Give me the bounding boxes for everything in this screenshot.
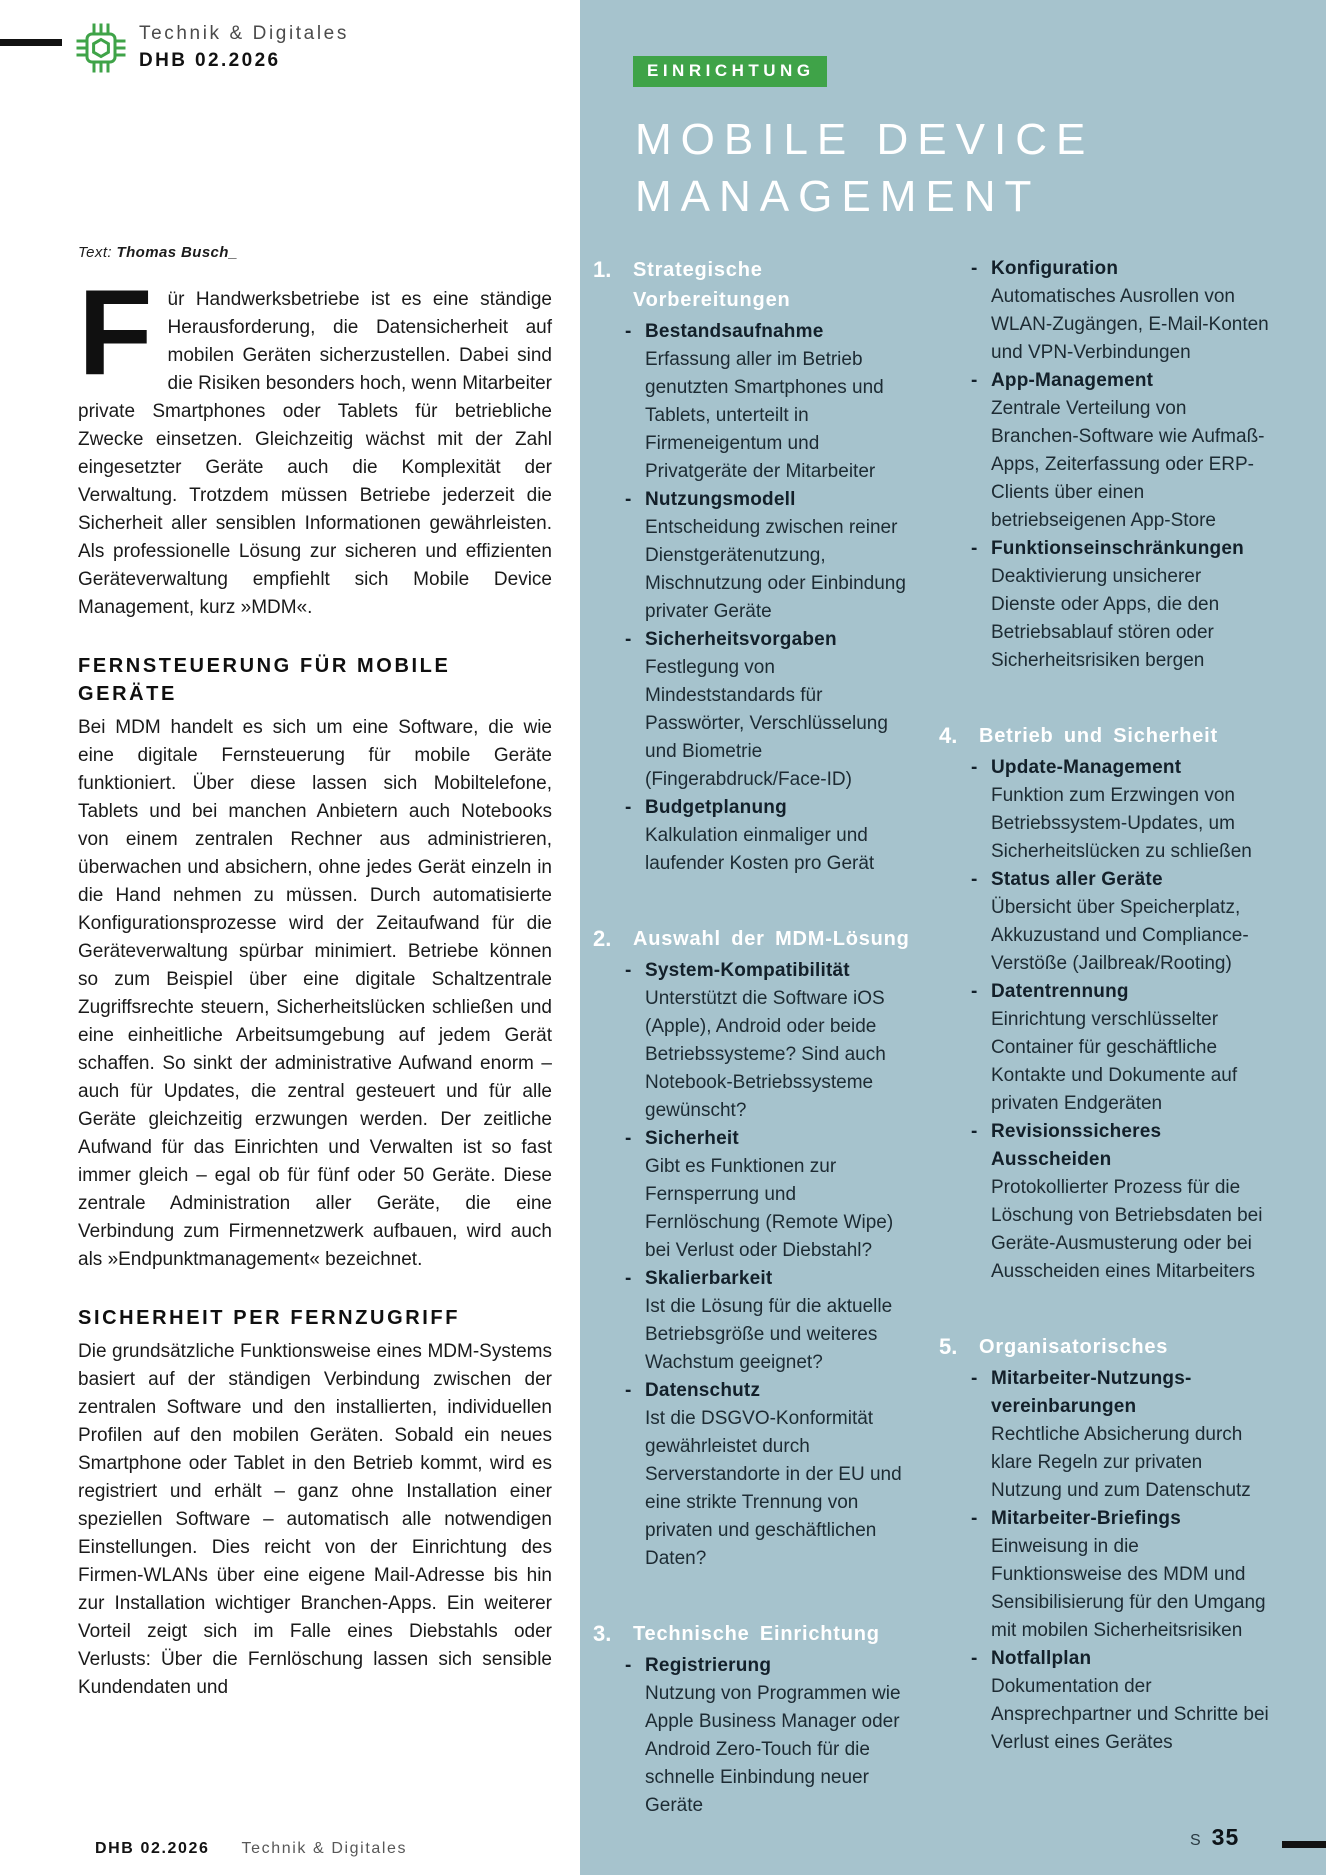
item-dash: -	[971, 981, 978, 1002]
item-title: Konfiguration	[991, 258, 1119, 279]
checklist-item	[625, 1265, 915, 1377]
item-title: Update-Management	[991, 757, 1182, 778]
numbered-section-5	[939, 1332, 1269, 1757]
checklist-item	[625, 1125, 915, 1265]
item-title: Mitarbeiter-Briefings	[991, 1508, 1182, 1529]
item-dash: -	[625, 629, 632, 650]
item-dash: -	[971, 1368, 978, 1389]
item-description: Automatisches Ausrollen von WLAN-Zugängen, E-Mail-Konten und VPN-Verbindungen	[991, 286, 1269, 363]
numbered-section-2	[593, 924, 915, 1573]
item-dash: -	[971, 869, 978, 890]
item-title: Mitarbeiter-Nutzungs-vereinbarungen	[991, 1368, 1192, 1417]
item-title: Registrierung	[645, 1655, 772, 1676]
page-header	[76, 22, 349, 73]
info-panel	[580, 0, 1326, 1875]
item-dash: -	[625, 1128, 632, 1149]
item-title: Funktionseinschränkungen	[991, 538, 1244, 559]
checklist-item	[625, 957, 915, 1125]
item-description: Zentrale Verteilung von Branchen-Software wie Aufmaß-Apps, Zeiterfassung oder ERP-Clients über einen betriebseigenen App-Store	[991, 398, 1265, 531]
brand-issue: DHB 02.2026	[139, 50, 281, 71]
item-description: Deaktivierung unsicherer Dienste oder Apps, die den Betriebsablauf stören oder Sicherheitsrisiken bergen	[991, 566, 1220, 671]
section-title: Technische Einrichtung	[633, 1623, 880, 1645]
item-title: Bestandsaufnahme	[645, 321, 824, 342]
section-number: 2.	[593, 926, 612, 951]
item-dash: -	[625, 1268, 632, 1289]
crop-mark-bottom	[1282, 1841, 1326, 1848]
item-description: Gibt es Funktionen zur Fernsperrung und Fernlöschung (Remote Wipe) bei Verlust oder Diebstahl?	[645, 1156, 894, 1261]
checklist-item	[625, 1652, 915, 1820]
checklist-item	[625, 794, 915, 878]
article-paragraph: Bei MDM handelt es sich um eine Software, die wie eine digitale Fernsteuerung für mobile Geräte funktioniert. Über diese lassen sich Mobiltelefone, Tablets und bei manchen Anbietern auch Notebooks von einem zentralen Rechner aus administrieren, überwachen und absichern, ohne jedes Gerät einzeln in die Hand nehmen zu müssen. Durch automatisierte Konfigurationsprozesse wird der Zeitaufwand für die Geräteverwaltung spürbar minimiert. Betriebe können so zum Beispiel über eine digitale Schaltzentrale Zugriffsrechte steuern, Sicherheitslücken schließen und eine einheitliche Arbeitsumgebung auf jedem Gerät schaffen. So sinkt der administrative Aufwand enorm – auch für Updates, die zentral gesteuert und für alle Geräte gleichzeitig erzwungen werden. Der zeitliche Aufwand für das Einrichten und Verwalten ist so fast immer gleich – egal ob für fünf oder 50 Geräte. Diese zentrale Administration aller Geräte, die eine Verbindung zum Firmennetzwerk aufbauen, wird auch als »Endpunktmanagement« bezeichnet.	[78, 717, 552, 1270]
item-dash: -	[971, 1648, 978, 1669]
intro-paragraph	[78, 264, 552, 622]
chip-icon	[76, 23, 126, 73]
panel-column-right	[939, 255, 1269, 1866]
item-dash: -	[971, 1508, 978, 1529]
section-title: Betrieb und Sicherheit	[979, 725, 1218, 747]
section-items	[625, 1652, 915, 1820]
item-dash: -	[971, 258, 978, 279]
item-description: Einrichtung verschlüsselter Container für geschäftliche Kontakte und Dokumente auf privaten Endgeräten	[991, 1009, 1238, 1114]
section-title: Auswahl der MDM-Lösung	[633, 928, 910, 950]
item-description: Funktion zum Erzwingen von Betriebssystem-Updates, um Sicherheitslücken zu schließen	[991, 785, 1252, 862]
section-items	[625, 318, 915, 878]
item-dash: -	[625, 489, 632, 510]
section-title: Organisatorisches	[979, 1336, 1169, 1358]
section-title: Strategische Vorbereitungen	[633, 259, 791, 311]
checklist-item	[971, 1365, 1269, 1505]
item-dash: -	[625, 1380, 632, 1401]
panel-title-line2: MANAGEMENT	[635, 172, 1041, 221]
checklist-item	[625, 318, 915, 486]
intro-text: ür Handwerksbetriebe ist es eine ständige Herausforderung, die Datensicherheit auf mobilen Geräten sicherzustellen. Dabei sind die Risiken besonders hoch, wenn Mitarbeiter private Smartphones oder Tablets für betriebliche Zwecke einsetzen. Gleichzeitig wächst mit der Zahl eingesetzter Geräte auch die Komplexität der Verwaltung. Trotzdem müssen Betriebe jederzeit die Sicherheit aller sensiblen Informationen gewährleisten. Als professionelle Lösung zur sicheren und effizienten Geräteverwaltung empfiehlt sich Mobile Device Management, kurz »MDM«.	[78, 289, 552, 618]
item-description: Protokollierter Prozess für die Löschung von Betriebsdaten bei Geräte-Ausmusterung oder bei Ausscheiden eines Mitarbeiters	[991, 1177, 1263, 1282]
page-number-value: 35	[1211, 1824, 1240, 1850]
item-title: Datentrennung	[991, 981, 1129, 1002]
item-description: Kalkulation einmaliger und laufender Kosten pro Gerät	[645, 825, 875, 874]
item-description: Erfassung aller im Betrieb genutzten Smartphones und Tablets, unterteilt in Firmeneigentum und Privatgeräte der Mitarbeiter	[645, 349, 884, 482]
checklist-item	[625, 626, 915, 794]
checklist-item	[971, 866, 1269, 978]
page-number	[1190, 1824, 1239, 1851]
item-title: Notfallplan	[991, 1648, 1092, 1669]
item-title: Revisionssicheres Ausscheiden	[991, 1121, 1162, 1170]
numbered-section-1	[593, 255, 915, 878]
brand-section: Technik & Digitales	[139, 23, 349, 44]
panel-columns	[593, 255, 1306, 1866]
item-dash: -	[625, 321, 632, 342]
byline-prefix: Text:	[78, 244, 112, 261]
item-title: Datenschutz	[645, 1380, 761, 1401]
article-heading: SICHERHEIT PER FERNZUGRIFF	[78, 1307, 461, 1329]
drop-cap: F	[78, 264, 153, 400]
item-dash: -	[971, 538, 978, 559]
item-description: Festlegung von Mindeststandards für Passwörter, Verschlüsselung und Biometrie (Fingerabdruck/Face-ID)	[645, 657, 888, 790]
article-paragraph: Die grundsätzliche Funktionsweise eines MDM-Systems basiert auf der ständigen Verbindung zwischen der zentralen Software und den installierten, individuellen Profilen auf den mobilen Geräten. Sobald ein neues Smartphone oder Tablet in den Betrieb kommt, wird es registriert und erhält – ganz ohne Installation einer speziellen Software – automatisch alle notwendigen Einstellungen. Dies reicht von der Einrichtung des Firmen-WLANs über eine eigene Mail-Adresse bis hin zur Installation wichtiger Branchen-Apps. Ein weiterer Vorteil zeigt sich im Falle eines Diebstahls oder Verlusts: Über die Fernlöschung lassen sich sensible Kundendaten und	[78, 1341, 552, 1698]
checklist-item	[971, 1505, 1269, 1645]
section-number: 3.	[593, 1621, 612, 1646]
item-title: System-Kompatibilität	[645, 960, 850, 981]
item-description: Einweisung in die Funktionsweise des MDM und Sensibilisierung für den Umgang mit mobilen Sicherheitsrisiken	[991, 1536, 1266, 1641]
item-description: Übersicht über Speicherplatz, Akkuzustand und Compliance-Verstöße (Jailbreak/Rooting)	[991, 897, 1249, 974]
checklist-item	[971, 367, 1269, 535]
checklist-item	[625, 1377, 915, 1573]
section-items	[971, 255, 1269, 675]
item-title: Budgetplanung	[645, 797, 787, 818]
article-column	[78, 264, 552, 1702]
byline	[78, 244, 238, 261]
section-number: 1.	[593, 257, 612, 282]
item-dash: -	[625, 960, 632, 981]
item-description: Rechtliche Absicherung durch klare Regeln zur privaten Nutzung und zum Datenschutz	[991, 1424, 1251, 1501]
section-items	[625, 957, 915, 1573]
checklist-item	[971, 1118, 1269, 1286]
item-dash: -	[625, 797, 632, 818]
section-number: 4.	[939, 723, 958, 748]
item-title: App-Management	[991, 370, 1154, 391]
item-dash: -	[971, 757, 978, 778]
footer-left	[95, 1840, 407, 1858]
byline-author: Thomas Busch_	[116, 244, 238, 261]
item-title: Nutzungsmodell	[645, 489, 796, 510]
item-dash: -	[971, 1121, 978, 1142]
checklist-item	[971, 535, 1269, 675]
section-items	[971, 754, 1269, 1286]
page-number-prefix: S	[1190, 1832, 1202, 1849]
crop-mark-top	[0, 39, 62, 46]
checklist-item	[625, 486, 915, 626]
item-description: Ist die DSGVO-Konformität gewährleistet durch Serverstandorte in der EU und eine strikte Trennung von privaten und geschäftlichen Daten?	[645, 1408, 902, 1569]
footer-section: Technik & Digitales	[241, 1840, 408, 1857]
panel-title	[635, 111, 1306, 225]
item-description: Nutzung von Programmen wie Apple Business Manager oder Android Zero-Touch für die schnelle Einbindung neuer Geräte	[645, 1683, 901, 1816]
item-description: Entscheidung zwischen reiner Dienstgerätenutzung, Mischnutzung oder Einbindung privater Geräte	[645, 517, 906, 622]
brand-text	[139, 22, 349, 73]
item-description: Ist die Lösung für die aktuelle Betriebsgröße und weiteres Wachstum geeignet?	[645, 1296, 893, 1373]
kicker-badge: EINRICHTUNG	[633, 56, 827, 87]
checklist-item	[971, 978, 1269, 1118]
item-dash: -	[625, 1655, 632, 1676]
section-items	[971, 1365, 1269, 1757]
checklist-item	[971, 754, 1269, 866]
numbered-section-3	[593, 1619, 915, 1820]
item-title: Skalierbarkeit	[645, 1268, 773, 1289]
item-title: Sicherheitsvorgaben	[645, 629, 837, 650]
item-title: Status aller Geräte	[991, 869, 1163, 890]
section-number: 5.	[939, 1334, 958, 1359]
item-description: Unterstützt die Software iOS (Apple), Android oder beide Betriebssysteme? Sind auch Notebook-Betriebssysteme gewünscht?	[645, 988, 886, 1121]
numbered-section-4	[939, 721, 1269, 1286]
section-3-continued	[939, 255, 1269, 675]
item-description: Dokumentation der Ansprechpartner und Schritte bei Verlust eines Gerätes	[991, 1676, 1269, 1753]
checklist-item	[971, 1645, 1269, 1757]
checklist-item	[971, 255, 1269, 367]
item-title: Sicherheit	[645, 1128, 739, 1149]
panel-title-line1: MOBILE DEVICE	[635, 115, 1095, 164]
panel-column-left	[593, 255, 915, 1866]
article-heading: FERNSTEUERUNG FÜR MOBILE GERÄTE	[78, 655, 451, 705]
footer-issue: DHB 02.2026	[95, 1840, 210, 1857]
item-dash: -	[971, 370, 978, 391]
